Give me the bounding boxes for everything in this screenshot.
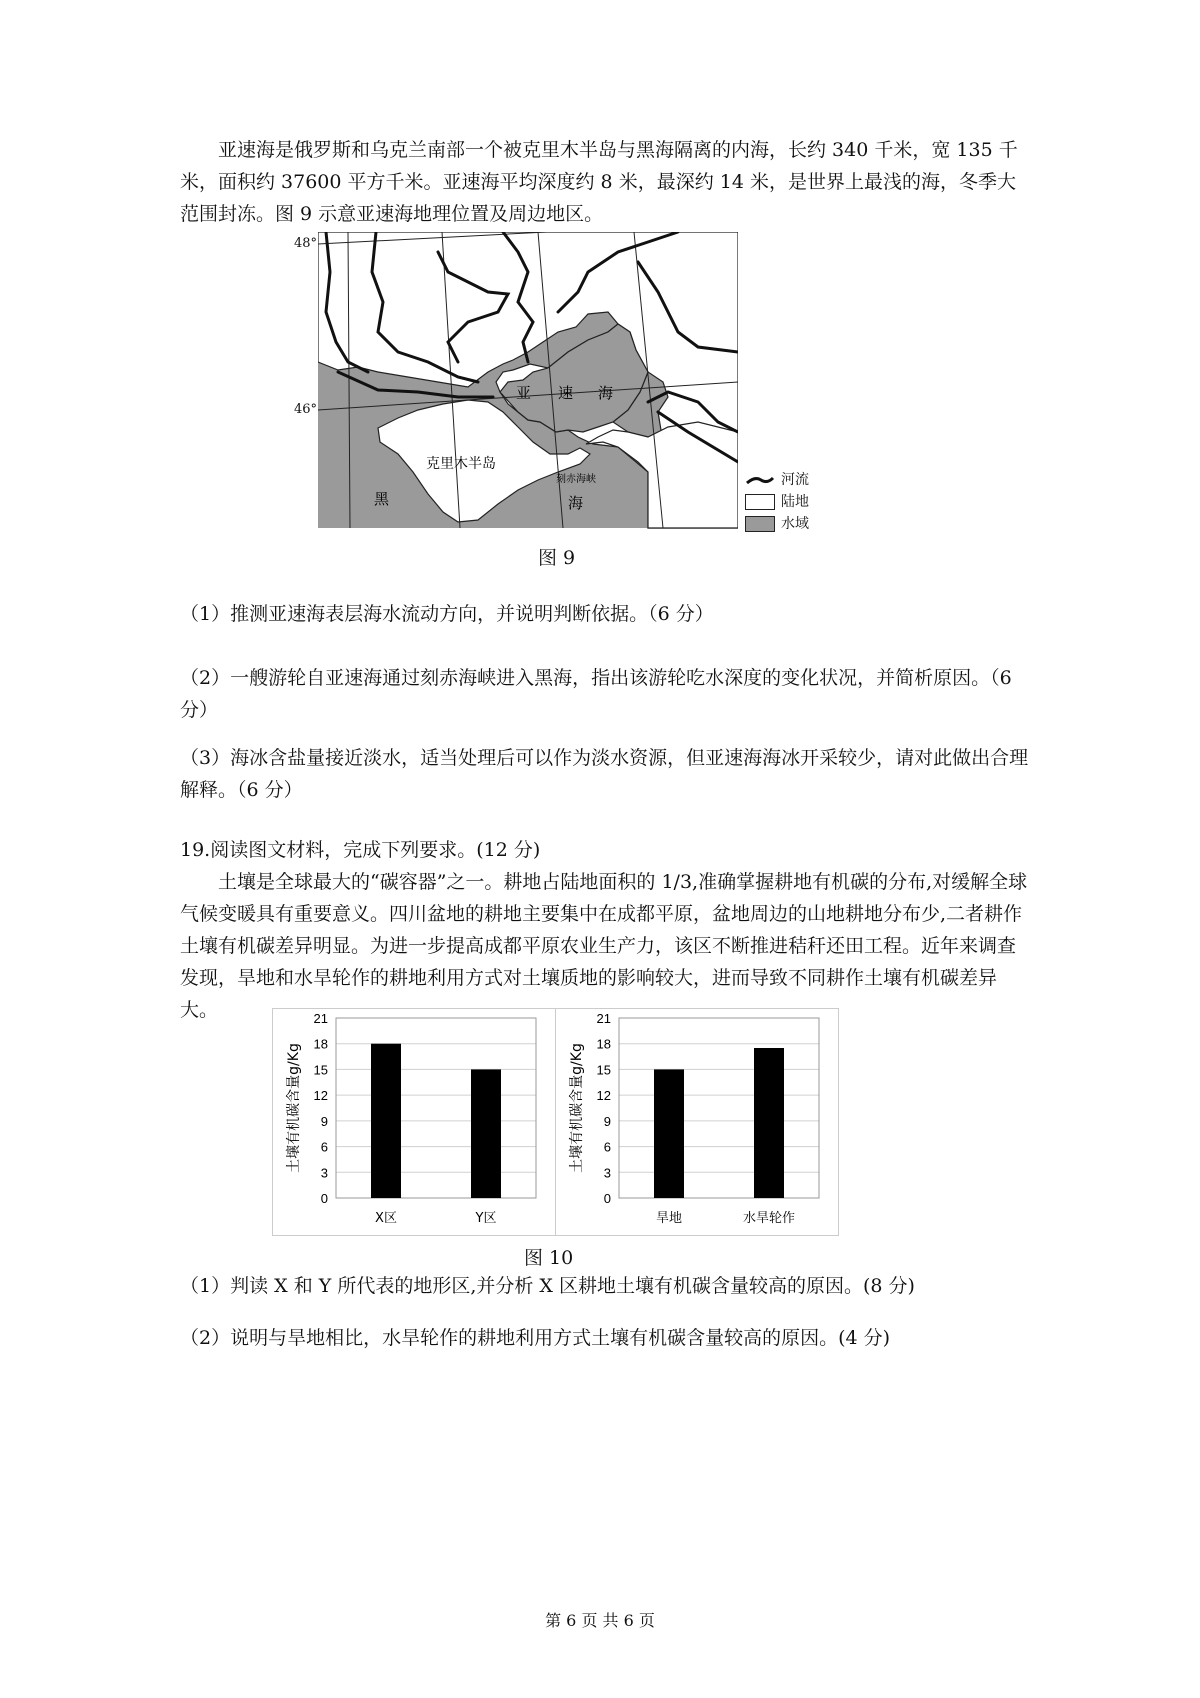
y-tick-label: 12	[596, 1088, 611, 1104]
x-tick-label: Y区	[475, 1211, 497, 1226]
y-tick-label: 9	[320, 1113, 328, 1129]
bar	[754, 1048, 784, 1198]
map-sea-label: 速	[558, 384, 574, 402]
map-strait-label: 刻赤海峡	[556, 474, 596, 485]
fig10-caption: 图 10	[524, 1247, 574, 1269]
bar	[371, 1044, 401, 1198]
y-tick-label: 3	[320, 1165, 328, 1181]
legend-land	[745, 492, 809, 512]
map-crimea-label: 克里木半岛	[426, 456, 496, 472]
legend-river	[745, 470, 809, 490]
y-tick-label: 15	[596, 1062, 611, 1078]
river-swatch-icon	[745, 474, 775, 486]
legend-river-label: 河流	[781, 472, 809, 488]
legend-land-label: 陆地	[781, 494, 809, 510]
y-tick-label: 0	[320, 1191, 328, 1206]
intro-paragraph: 亚速海是俄罗斯和乌克兰南部一个被克里木半岛与黑海隔离的内海，长约 340 千米，宽 135 千米，面积约 37600 平方千米。亚速海平均深度约 8 米，最深约 14 米，是世界上最浅的海，冬季大范围封冻。图 9 示意亚速海地理位置及周边地区。	[180, 139, 1018, 225]
azov-sea-map	[318, 232, 738, 532]
y-tick-label: 3	[603, 1165, 611, 1181]
x-tick-label: 旱地	[655, 1211, 683, 1226]
land-swatch-icon	[745, 494, 775, 510]
q19-title: 19.阅读图文材料，完成下列要求。(12 分)	[180, 839, 541, 861]
y-tick-label: 18	[596, 1036, 611, 1052]
bar-chart-region	[272, 1008, 556, 1236]
map-black-sea-label: 海	[568, 494, 584, 512]
bar	[654, 1069, 684, 1198]
y-tick-label: 6	[320, 1139, 328, 1155]
fig9-caption: 图 9	[538, 547, 576, 569]
y-axis-label: 土壤有机碳含量g/Kg	[569, 1043, 585, 1173]
bar	[471, 1069, 501, 1198]
y-tick-label: 6	[603, 1139, 611, 1155]
legend-water	[745, 514, 809, 534]
map-sea-label: 亚	[516, 384, 532, 402]
q18-item-1: （1）推测亚速海表层海水流动方向，并说明判断依据。（6 分）	[180, 603, 714, 625]
q18-item-2: （2）一艘游轮自亚速海通过刻赤海峡进入黑海，指出该游轮吃水深度的变化状况，并简析原因。（6 分）	[180, 667, 1012, 721]
y-tick-label: 12	[313, 1088, 328, 1104]
map-black-sea-label: 黑	[374, 490, 390, 508]
q19-paragraph: 土壤是全球最大的“碳容器”之一。耕地占陆地面积的 1/3,准确掌握耕地有机碳的分布,对缓解全球气候变暖具有重要意义。四川盆地的耕地主要集中在成都平原，盆地周边的山地耕地分布少,二者耕作土壤有机碳差异明显。为进一步提高成都平原农业生产力，该区不断推进秸秆还田工程。近年来调查发现，旱地和水旱轮作的耕地利用方式对土壤质地的影响较大，进而导致不同耕作土壤有机碳差异大。	[180, 871, 1028, 1021]
q18-item-3: （3）海冰含盐量接近淡水，适当处理后可以作为淡水资源，但亚速海海冰开采较少，请对此做出合理解释。（6 分）	[180, 747, 1029, 801]
q19-item-1: （1）判读 X 和 Y 所代表的地形区,并分析 X 区耕地土壤有机碳含量较高的原因。(8 分)	[180, 1275, 915, 1297]
x-tick-label: X区	[375, 1211, 397, 1226]
y-axis-label: 土壤有机碳含量g/Kg	[286, 1043, 302, 1173]
y-tick-label: 18	[313, 1036, 328, 1052]
map-lat-label: 48°	[294, 236, 318, 251]
legend-water-label: 水域	[781, 516, 809, 532]
map-legend	[745, 470, 809, 534]
page-footer: 第 6 页 共 6 页	[545, 1611, 655, 1630]
map-sea-label: 海	[598, 384, 614, 402]
y-tick-label: 21	[313, 1011, 328, 1026]
y-tick-label: 0	[603, 1191, 611, 1206]
q19-item-2: （2）说明与旱地相比，水旱轮作的耕地利用方式土壤有机碳含量较高的原因。(4 分)	[180, 1327, 891, 1349]
x-tick-label: 水旱轮作	[742, 1211, 796, 1226]
y-tick-label: 21	[596, 1011, 611, 1026]
y-tick-label: 15	[313, 1062, 328, 1078]
map-lat-label: 46°	[294, 402, 318, 417]
water-swatch-icon	[745, 516, 775, 532]
y-tick-label: 9	[603, 1113, 611, 1129]
bar-chart-land-use	[555, 1008, 839, 1236]
